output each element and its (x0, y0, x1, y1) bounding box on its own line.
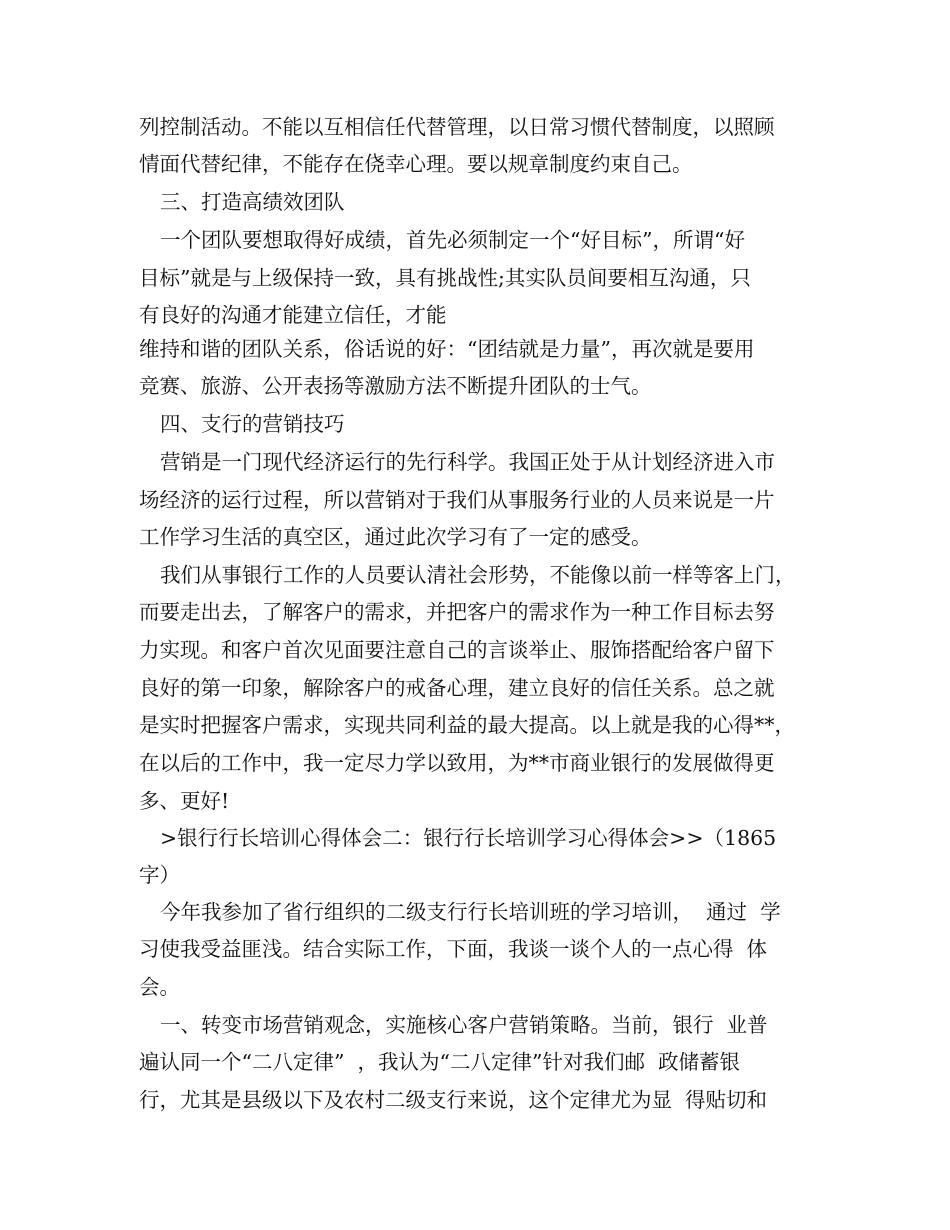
text-line: 情面代替纪律，不能存在侥幸心理。要以规章制度约束自己。 (139, 152, 693, 176)
text-line: 维持和谐的团队关系，俗话说的好：“团结就是力量”，再次就是要用 (139, 337, 755, 361)
text-line: 我们从事银行工作的人员要认清社会形势，不能像以前一样等客上门， (160, 563, 796, 587)
text-line: 工作学习生活的真空区，通过此次学习有了一定的感受。 (139, 525, 652, 549)
text-line: 遍认同一个“二八定律” ，我认为“二八定律”针对我们邮 政储蓄银 (139, 1050, 740, 1074)
text-line: 是实时把握客户需求，实现共同利益的最大提高。以上就是我的心得**， (139, 713, 795, 737)
text-line: 行，尤其是县级以下及农村二级支行来说，这个定律尤为显 得贴切和 (139, 1088, 768, 1112)
section-heading: 四、支行的营销技巧 (160, 412, 345, 436)
text-line: 多、更好! (139, 789, 230, 813)
text-line: 竞赛、旅游、公开表扬等激励方法不断提升团队的士气。 (139, 374, 652, 398)
text-line: 良好的第一印象，解除客户的戒备心理，建立良好的信任关系。总之就 (139, 676, 775, 700)
text-line: 目标”就是与上级保持一致，具有挑战性;其实队员间要相互沟通，只 (139, 266, 751, 290)
section-heading: 三、打造高绩效团队 (160, 190, 345, 214)
text-line: 一、转变市场营销观念，实施核心客户营销策略。当前，银行 业普 (160, 1013, 768, 1037)
article-title: >银行行长培训心得体会二：银行行长培训学习心得体会>>（1865 (160, 826, 777, 850)
text-line: 力实现。和客户首次见面要注意自己的言谈举止、服饰搭配给客户留下 (139, 638, 775, 662)
text-line: 营销是一门现代经济运行的先行科学。我国正处于从计划经济进入市 (160, 450, 775, 474)
text-line: 会。 (139, 975, 180, 999)
text-line: 列控制活动。不能以互相信任代替管理，以日常习惯代替制度，以照顾 (139, 115, 775, 139)
text-line: 习使我受益匪浅。结合实际工作，下面，我谈一谈个人的一点心得 体 (139, 937, 768, 961)
text-line: 而要走出去，了解客户的需求，并把客户的需求作为一种工作目标去努 (139, 600, 775, 624)
text-line: 在以后的工作中，我一定尽力学以致用，为**市商业银行的发展做得更 (139, 751, 775, 775)
text-line: 今年我参加了省行组织的二级支行行长培训班的学习培训， 通过 学 (160, 900, 781, 924)
text-line: 场经济的运行过程，所以营销对于我们从事服务行业的人员来说是一片 (139, 488, 775, 512)
article-title: 字） (139, 863, 180, 887)
text-line: 有良好的沟通才能建立信任，才能 (139, 303, 447, 327)
text-line: 一个团队要想取得好成绩，首先必须制定一个“好目标”，所谓“好 (160, 228, 745, 252)
